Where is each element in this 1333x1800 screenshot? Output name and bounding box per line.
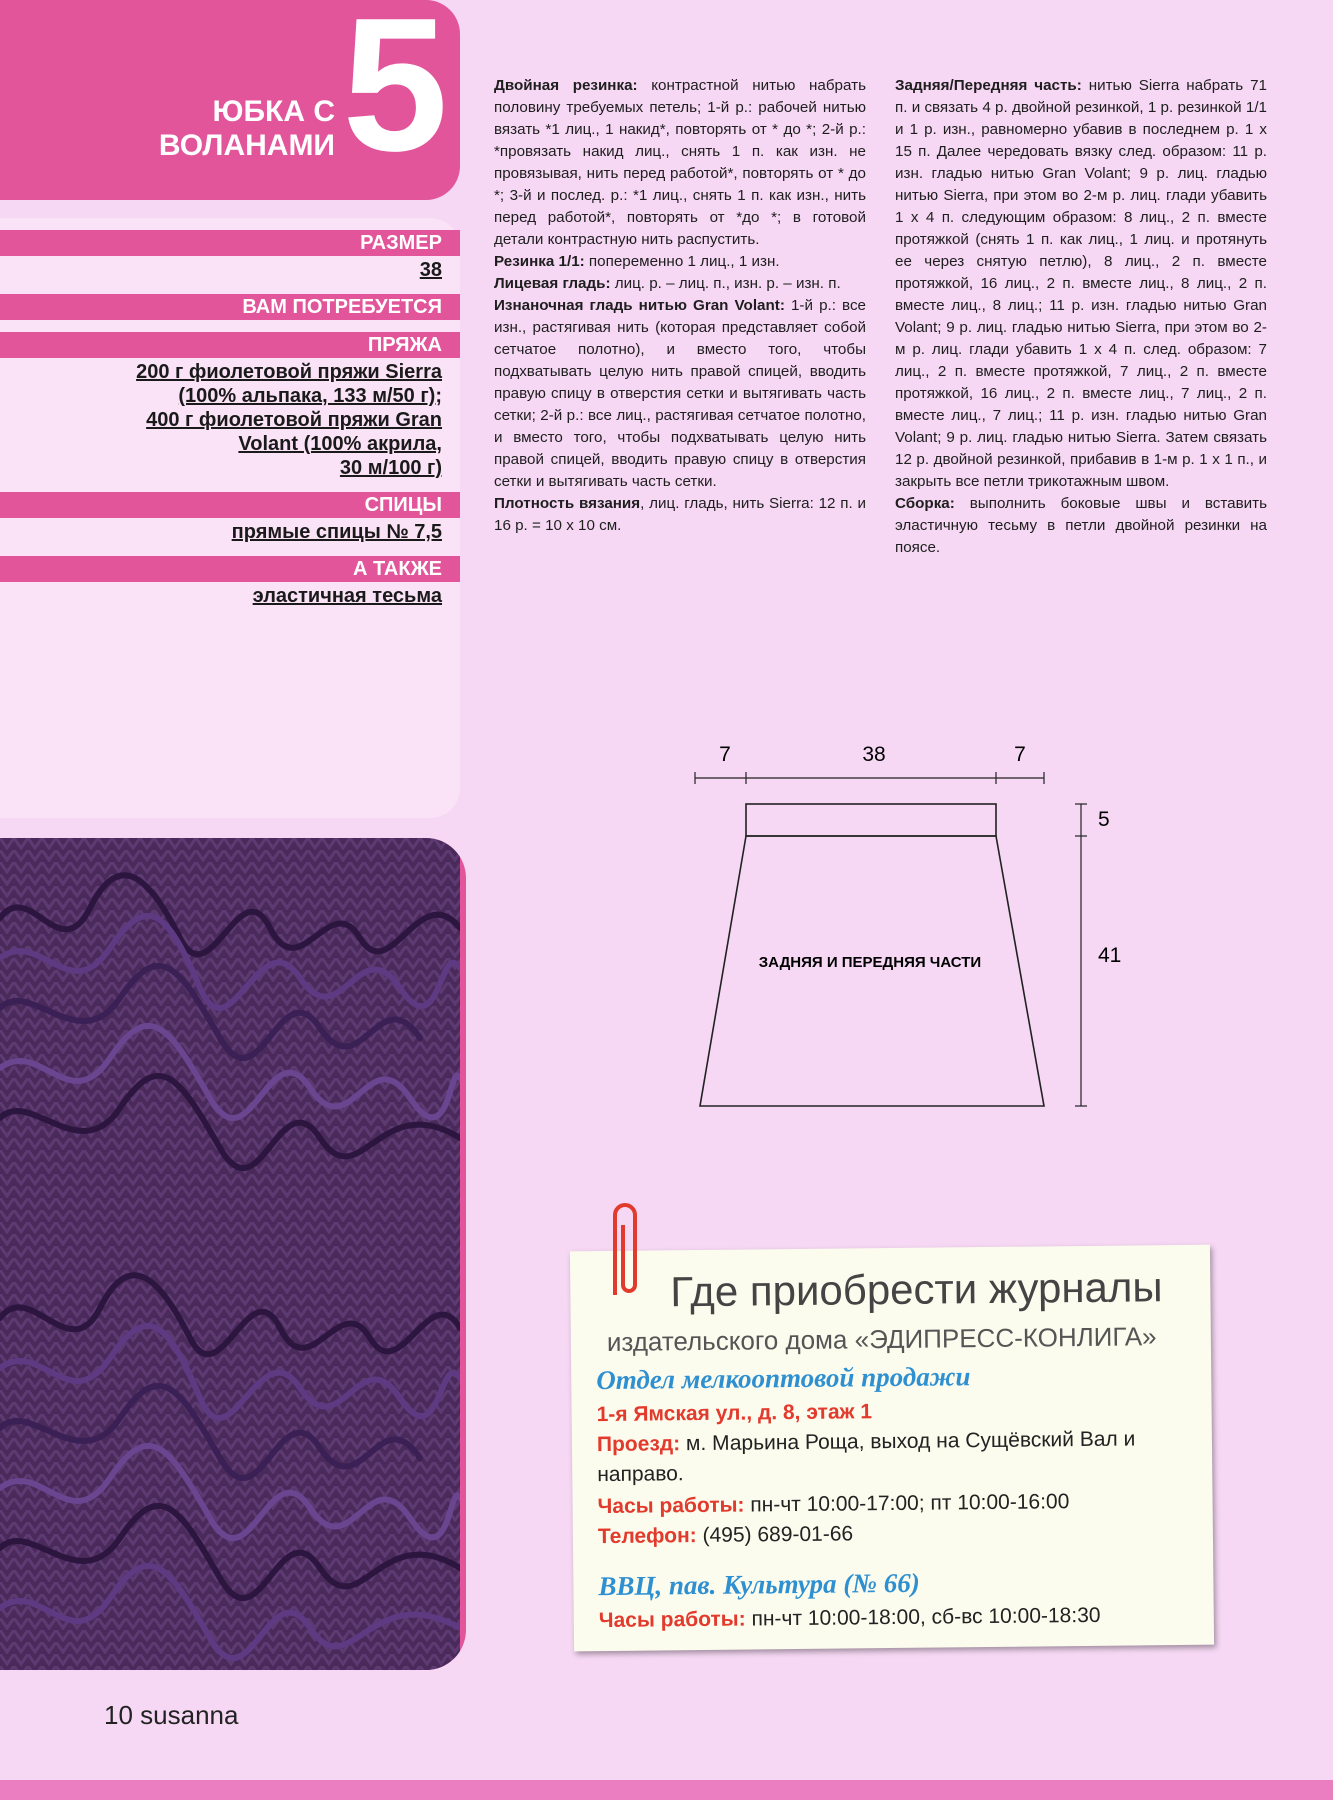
sidebar	[0, 0, 460, 1600]
term: Плотность вязания	[494, 495, 641, 512]
skirt-schematic	[680, 730, 1140, 1110]
route-text: м. Марьина Роща, выход на Сущёвский Вал и	[680, 1427, 1136, 1456]
term: Изнаночная гладь нитью Gran Volant:	[494, 297, 785, 314]
schematic-drawing	[680, 730, 1140, 1110]
size-value: 38	[419, 259, 442, 281]
term: Сборка:	[895, 495, 955, 512]
term: Лицевая гладь:	[494, 275, 611, 292]
shop-hours	[597, 1490, 1069, 1519]
title-line-1: ЮБКА С	[212, 95, 335, 128]
paragraph	[494, 251, 866, 273]
also-value: эластичная тесьма	[252, 585, 442, 607]
instructions-column-2	[895, 75, 1267, 559]
paragraph	[494, 493, 866, 537]
shop-subtitle: издательского дома «ЭДИПРЕСС-КОНЛИГА»	[606, 1321, 1157, 1357]
shop-route-cont: направо.	[597, 1462, 684, 1487]
page-number: 10	[104, 1700, 133, 1730]
paragraph-text: лиц. р. – лиц. п., изн. р. – изн. п.	[610, 275, 841, 292]
phone-text: (495) 689-01-66	[696, 1522, 854, 1548]
page-footer	[104, 1700, 238, 1731]
title-banner	[0, 0, 460, 200]
shop-title: Где приобрести журналы	[670, 1263, 1163, 1316]
paragraph	[895, 493, 1267, 559]
dim-middle: 38	[862, 743, 886, 766]
hours-text: пн-чт 10:00-17:00; пт 10:00-16:00	[744, 1490, 1070, 1517]
paragraph-text: попеременно 1 лиц., 1 изн.	[584, 253, 780, 270]
hours-label: Часы работы:	[597, 1493, 745, 1519]
paragraph	[494, 273, 866, 295]
shop-phone	[598, 1522, 853, 1549]
paragraph-text: , лиц. гладь, нить Sierra: 12 п. и 16 р. = 10 х 10 см.	[494, 495, 866, 534]
vvc-hours-label: Часы работы:	[598, 1607, 746, 1633]
term: Задняя/Передняя часть:	[895, 77, 1082, 94]
skirt-photo	[0, 838, 466, 1670]
bottom-bar	[0, 1780, 1333, 1800]
phone-label: Телефон:	[597, 1524, 697, 1549]
paragraph	[494, 295, 866, 493]
shop-info-box	[570, 1245, 1214, 1652]
dim-left: 7	[719, 743, 731, 766]
yarn-heading: ПРЯЖА	[0, 332, 460, 358]
skirt-panel	[700, 836, 1044, 1106]
pattern-number: 5	[342, 0, 448, 191]
knit-texture-image	[0, 838, 460, 1670]
yarn-line: 30 м/100 г)	[339, 457, 442, 479]
needles-heading: СПИЦЫ	[0, 492, 460, 518]
paragraph-text: выполнить боковые швы и вставить эластичную тесьму в петли двойной резинки на поясе.	[895, 495, 1267, 556]
panel-label: ЗАДНЯЯ И ПЕРЕДНЯЯ ЧАСТИ	[758, 954, 982, 971]
shop-department: Отдел мелкооптовой продажи	[596, 1361, 971, 1396]
route-label: Проезд:	[596, 1432, 681, 1457]
title-line-2: ВОЛАНАМИ	[158, 129, 335, 162]
paragraph-text: контрастной нитью набрать половину требуемых петель; 1-й р.: рабочей нитью вязать *1 лиц., 1 накид*, повторять от * до *; 2-й р.: *провязать накид лиц., снять 1 п. как изн. не провязывая, нить перед работой*, повторять от * до *; 3-й и послед. р.: *1 лиц., снять 1 п. как изн., нить перед работой*, повторять от *до *; в готовой детали контрастную нить распустить.	[494, 77, 866, 248]
paragraph	[494, 75, 866, 251]
waistband-piece	[746, 804, 996, 836]
yarn-line: Volant (100% акрила,	[238, 433, 442, 455]
shop-address: 1-я Ямская ул., д. 8, этаж 1	[596, 1400, 873, 1427]
also-heading: А ТАКЖЕ	[0, 556, 460, 582]
dim-height: 41	[1098, 944, 1122, 967]
paragraph-text: нитью Sierra набрать 71 п. и связать 4 р. двойной резинкой, 1 р. резинкой 1/1 и 1 р. изн., равномерно убавив в последнем р. 1 х 15 п. Далее чередовать вязку след. образом: 11 р. изн. гладью нитью Gran Volant; 9 р. лиц. гладью нитью Sierra, при этом во 2-м р. лиц. глади убавить 1 х 4 п. следующим образом: 8 лиц., 2 п. вместе протяжкой (снять 1 п. как лиц., 1 лиц. и протянуть ее через снятую петлю), 8 лиц., 2 п. вместе протяжкой, 16 лиц., 2 п. вместе лиц., 8 лиц., 2 п. вместе лиц., 8 лиц.; 11 р. изн. гладью нитью Gran Volant; 9 р. лиц. гладью нитью Sierra, при этом во 2-м р. лиц. глади убавить 1 х 4 п. след. образом: 7 лиц., 2 п. вместе протяжкой, 7 лиц., 2 п. вместе протяжкой, 16 лиц., 2 п. вместе лиц., 7 лиц., 2 п. вместе лиц., 7 лиц.; 11 р. изн. гладью нитью Gran Volant; 9 р. лиц. гладью нитью Sierra. Затем связать 12 р. двойной резинкой, прибавив в 1-м р. 1 х 1 п., и закрыть все петли трикотажным швом.	[895, 77, 1267, 490]
dim-right: 7	[1014, 743, 1026, 766]
yarn-line: 200 г фиолетовой пряжи Sierra	[136, 361, 442, 383]
term: Резинка 1/1:	[494, 253, 585, 270]
paperclip-icon	[605, 1195, 645, 1305]
paragraph-text: 1-й р.: все изн., растягивая нить (которая представляет собой сетчатое полотно), и вместо того, чтобы подхватывать целую нить правой спицей, вводить правую спицу в отверстия сетки и вытягивать часть сетки; 2-й р.: все лиц., растягивая сетчатое полотно, и вместо того, чтобы подхватывать целую нить правой спицей, вводить правую спицу в отверстия сетки и вытягивать часть сетки.	[494, 297, 866, 490]
yarn-line: (100% альпака, 133 м/50 г);	[178, 385, 442, 407]
magazine-name: susanna	[140, 1700, 239, 1730]
dim-band: 5	[1098, 808, 1110, 831]
shop-vvc: ВВЦ, пав. Культура (№ 66)	[598, 1567, 920, 1602]
yarn-line: 400 г фиолетовой пряжи Gran	[146, 409, 442, 431]
size-heading: РАЗМЕР	[0, 230, 460, 256]
paragraph	[895, 75, 1267, 493]
pattern-title	[159, 95, 335, 163]
instructions-column-1	[494, 75, 866, 537]
vvc-hours-text: пн-чт 10:00-18:00, сб-вс 10:00-18:30	[745, 1603, 1101, 1631]
materials-heading: ВАМ ПОТРЕБУЕТСЯ	[0, 294, 460, 320]
shop-route	[597, 1427, 1136, 1457]
term: Двойная резинка:	[494, 77, 638, 94]
shop-vvc-hours	[599, 1604, 1101, 1633]
needles-value: прямые спицы № 7,5	[231, 521, 442, 543]
specs-panel	[0, 218, 460, 818]
